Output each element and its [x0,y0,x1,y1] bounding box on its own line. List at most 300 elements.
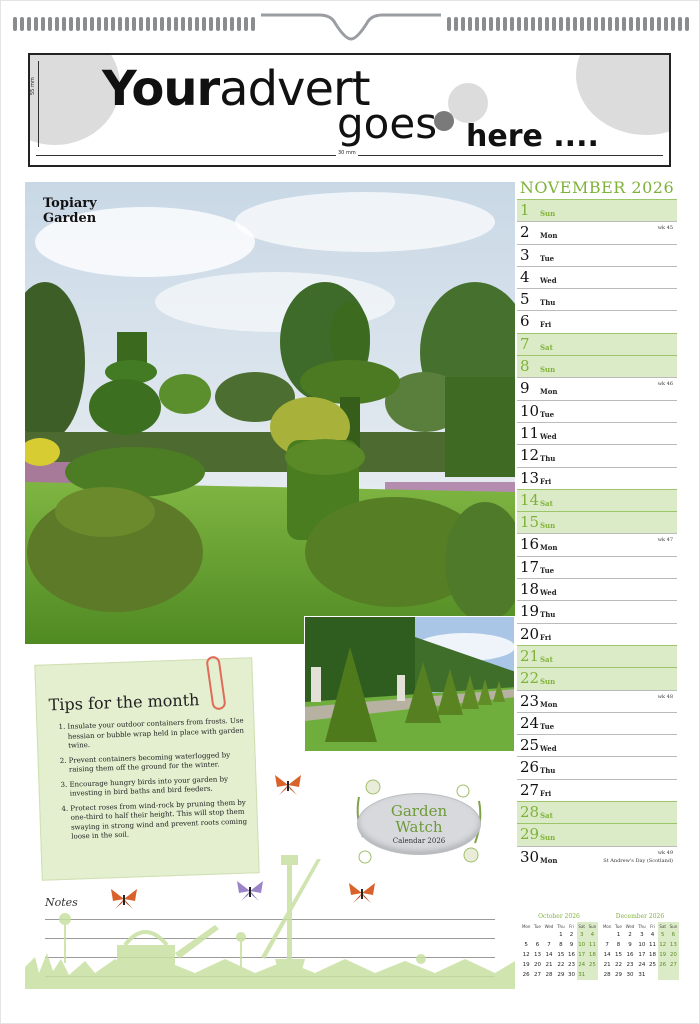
mini-calendar-date: 10 [578,942,586,948]
mini-calendar-date: 20 [533,962,541,968]
calendar-day-row[interactable] [517,556,677,578]
calendar-day-row[interactable] [517,645,677,667]
binding-coil [125,17,129,31]
binding-coil [517,17,521,31]
day-name: Wed [540,431,557,441]
day-name: Fri [540,320,552,330]
calendar-day-row[interactable] [517,734,677,756]
mini-calendar-weekday: Wed [625,923,635,929]
photo-title [43,196,123,226]
advert-headline [102,61,370,117]
calendar-day-row[interactable] [517,801,677,823]
day-number: 5 [520,290,530,309]
week-number: wk 46 [657,381,673,388]
november-calendar [517,177,677,868]
binding-coil [251,17,255,31]
mini-calendar-weekday: Fri [650,923,655,929]
binding-coil [97,17,101,31]
mini-calendar-date: 11 [648,942,656,948]
day-number: 7 [520,334,530,353]
calendar-day-row[interactable] [517,578,677,600]
calendar-day-row[interactable] [517,756,677,778]
calendar-month-title: NOVEMBER 2026 [519,178,675,197]
mini-calendar-weekday: Thu [557,923,565,929]
day-name: Wed [540,588,557,598]
mini-calendar-week [601,940,679,950]
binding-coil [489,17,493,31]
mini-calendar-date: 13 [668,940,679,950]
calendar-day-row[interactable] [517,511,677,533]
calendar-day-row[interactable] [517,355,677,377]
mini-calendar-date: 11 [587,940,598,950]
day-number: 10 [520,401,540,420]
binding-coil [216,17,220,31]
mini-calendar-date: 1 [559,932,563,938]
day-number: 18 [520,580,540,599]
binding-coil [573,17,577,31]
day-number: 3 [520,245,530,264]
calendar-day-row[interactable] [517,199,677,221]
mini-calendar-december [601,913,679,980]
calendar-day-row[interactable] [517,779,677,801]
mini-calendar-week [601,950,679,960]
mini-calendar-date: 3 [640,932,644,938]
calendar-day-row[interactable] [517,690,677,712]
mini-calendar-weekday: Mon [521,923,531,929]
mini-calendar-date [658,970,668,980]
mini-calendar-date: 3 [577,930,587,940]
advert-word-advert: advert [219,61,370,117]
mini-calendar-weekday: Sat [659,923,666,929]
mini-calendar-weekday: Thu [638,923,646,929]
calendar-day-row[interactable] [517,533,677,555]
logo-title-garden: Garden [390,802,448,820]
binding-coil [34,17,38,31]
calendar-day-row[interactable] [517,422,677,444]
binding-coil [69,17,73,31]
day-name: Sat [540,811,553,821]
mini-calendar-date: 31 [638,972,646,978]
day-number: 14 [520,490,540,509]
mini-calendar-weekday: Mon [602,923,612,929]
binding-coil [587,17,591,31]
binding-coil [580,17,584,31]
binding-coil [510,17,514,31]
mini-calendar-date: 18 [587,950,598,960]
mini-calendar-date: 15 [614,952,622,958]
mini-calendar-date: 8 [559,942,563,948]
mini-calendar-date: 7 [547,942,551,948]
mini-calendar-date: 9 [569,942,574,948]
binding-coil [195,17,199,31]
advert-word-your: Your [102,61,220,117]
binding-coil [531,17,535,31]
week-number: wk 49 [657,849,673,856]
binding-coil [153,17,157,31]
calendar-day-row[interactable] [517,623,677,645]
mini-calendar-weekday: Fri [569,923,574,929]
tip-item: 1. Insulate your outdoor containers from frosts. Use hessian or bubble wrap held in place with garden twine. [67,717,246,752]
mini-calendar-date: 25 [648,962,656,968]
calendar-day-row[interactable] [517,444,677,466]
binding-coil [643,17,647,31]
binding-coil [76,17,80,31]
day-name: Mon [540,387,558,397]
advert-dot-large [448,83,488,123]
mini-calendar-october [520,913,598,980]
binding-coil [244,17,248,31]
dimension-width-label: 30 mm [338,150,356,156]
mini-calendar-date [668,970,679,980]
mini-calendar-week [520,950,598,960]
day-name: Tue [540,721,555,731]
mini-calendar-date: 10 [638,942,646,948]
binding-coil [447,17,451,31]
mini-calendar-date: 31 [578,972,586,978]
mini-calendar-date: 27 [668,960,679,970]
mini-calendar-date: 2 [628,932,632,938]
mini-calendar-date: 23 [567,962,575,968]
mini-calendar-date: 12 [659,942,667,948]
calendar-day-list [517,199,677,868]
photo-title-line1: Topiary [43,196,97,211]
week-number: wk 45 [657,225,673,232]
mini-calendar-date: 22 [557,962,565,968]
mini-calendar-date [520,930,532,940]
binding-coil [62,17,66,31]
dimension-line-vertical [38,61,39,147]
day-name: Mon [540,231,558,241]
day-number: 2 [520,223,530,242]
mini-calendar-date: 4 [650,932,655,938]
binding-coil [160,17,164,31]
mini-calendar-date: 5 [524,942,528,948]
mini-calendar-week [601,960,679,970]
mini-calendar-date [647,970,657,980]
day-number: 6 [520,312,530,331]
binding-coil [636,17,640,31]
mini-calendar-date: 2 [569,932,574,938]
topiary-garden-photo [25,182,515,644]
mini-calendar-date: 14 [545,952,553,958]
mini-calendar-date: 19 [522,962,530,968]
day-number: 8 [520,357,530,376]
day-name: Mon [540,543,558,553]
binding-coil [20,17,24,31]
binding-coil [223,17,227,31]
day-number: 16 [520,535,540,554]
advert-word-here: here .... [466,119,599,154]
day-name: Fri [540,476,552,486]
mini-calendar-date: 24 [578,962,586,968]
binding-coil [454,17,458,31]
logo-title-watch: Watch [395,818,443,836]
binding-coil [503,17,507,31]
calendar-day-row[interactable] [517,489,677,511]
hanger-hook-icon [259,9,443,41]
binding-coil [615,17,619,31]
day-name: Tue [540,565,555,575]
mini-calendar-date: 15 [557,952,565,958]
mini-calendar-weekday: Tue [615,923,622,929]
day-number: 29 [520,825,540,844]
mini-calendar-date: 7 [605,942,609,948]
binding-coil [545,17,549,31]
mini-calendar-date: 28 [545,972,553,978]
mini-calendar-date [543,930,556,940]
mini-calendar-grid [601,922,679,980]
mini-calendar-weekday: Wed [544,923,554,929]
day-name: Tue [540,253,555,263]
day-number: 19 [520,602,540,621]
notes-label: Notes [45,896,78,909]
day-name: Sun [540,365,556,375]
butterfly-icon [273,773,303,797]
calendar-day-row[interactable] [517,288,677,310]
mini-calendar-weekday: Sun [669,923,678,929]
calendar-day-row[interactable] [517,846,677,868]
binding-coil [167,17,171,31]
day-name: Sat [540,342,553,352]
week-number: wk 47 [657,537,673,544]
day-number: 12 [520,446,540,465]
mini-calendar-date: 23 [626,962,634,968]
tips-title: Tips for the month [48,690,200,715]
calendar-day-row[interactable] [517,266,677,288]
binding-coil [55,17,59,31]
binding-coil [202,17,206,31]
day-number: 23 [520,691,540,710]
day-name: Sun [540,209,556,218]
binding-coil [118,17,122,31]
calendar-day-row[interactable] [517,310,677,332]
binding-coil [657,17,661,31]
mini-calendar-weekday: Sat [578,923,585,929]
day-number: 17 [520,557,540,576]
inset-photo [304,616,515,752]
day-name: Fri [540,632,552,642]
mini-calendar-date: 13 [533,952,541,958]
mini-calendar-date: 17 [638,952,646,958]
calendar-day-row[interactable] [517,667,677,689]
binding-coil [132,17,136,31]
mini-calendar-date: 8 [616,942,621,948]
mini-calendar-date: 18 [648,952,656,958]
day-number: 1 [520,201,530,219]
logo-subtitle: Calendar 2026 [392,837,446,845]
binding-coil [83,17,87,31]
dimension-height-label: 55 mm [30,77,36,95]
mini-calendar-week [601,930,679,940]
binding-coil [482,17,486,31]
binding-coil [559,17,563,31]
tip-item: 3. Encourage hungry birds into your garden by investing in bird baths and bird feeders. [69,774,248,799]
day-number: 25 [520,736,540,755]
day-number: 9 [520,379,530,398]
day-name: Sun [540,677,556,687]
calendar-day-row[interactable] [517,400,677,422]
calendar-day-row[interactable] [517,221,677,243]
day-name: Wed [540,275,557,285]
mini-calendar-date: 30 [567,972,575,978]
binding-coil [188,17,192,31]
mini-calendar-date: 25 [587,960,598,970]
day-name: Tue [540,409,555,419]
mini-calendar-week [520,960,598,970]
day-number: 15 [520,513,540,532]
mini-calendar-date: 26 [659,962,667,968]
binding-coil [475,17,479,31]
mini-calendar-date [587,970,598,980]
binding-coil [601,17,605,31]
day-name: Mon [540,855,558,865]
binding-coil [139,17,143,31]
binding-coil [629,17,633,31]
mini-calendar-date: 16 [626,952,634,958]
topiary-cones-image [305,617,515,752]
mini-calendar-date: 1 [616,932,621,938]
mini-calendar-grid [520,922,598,980]
day-name: Sun [540,833,556,843]
calendar-day-row[interactable] [517,377,677,399]
mini-calendar-date: 17 [578,952,586,958]
advert-box [28,53,671,167]
mini-calendar-date: 19 [659,952,667,958]
mini-calendar-date: 14 [603,952,611,958]
day-name: Thu [540,610,556,620]
day-number: 11 [520,423,540,442]
tips-card [34,657,259,880]
day-number: 27 [520,780,540,799]
binding-coil [174,17,178,31]
binding-coil [209,17,213,31]
binding-coil [181,17,185,31]
binding-coil [552,17,556,31]
day-name: Sat [540,654,553,664]
day-name: Wed [540,744,557,754]
calendar-day-row[interactable] [517,467,677,489]
calendar-day-row[interactable] [517,333,677,355]
binding-coil [237,17,241,31]
binding-coil [608,17,612,31]
mini-calendar-date: 6 [535,942,540,948]
binding-coil [650,17,654,31]
mini-calendar-date: 5 [658,930,668,940]
binding-coil [111,17,115,31]
binding-coil [48,17,52,31]
mini-calendar-week [520,930,598,940]
tips-list [55,717,249,848]
mini-calendar-date: 29 [557,972,565,978]
binding-coil [538,17,542,31]
day-name: Sun [540,521,556,531]
mini-calendar-date: 30 [626,972,634,978]
topiary-garden-image [25,182,515,644]
binding-coil [13,17,17,31]
mini-calendar-date: 24 [638,962,646,968]
mini-calendar-date: 16 [567,952,575,958]
mini-calendar-date: 4 [587,930,598,940]
binding-coil [622,17,626,31]
day-name: Thu [540,766,556,776]
mini-calendar-date: 21 [545,962,553,968]
day-number: 22 [520,669,540,688]
mini-calendar-header [520,922,598,930]
calendar-day-row[interactable] [517,600,677,622]
photo-title-line2: Garden [43,211,97,226]
binding-coil [664,17,668,31]
day-number: 20 [520,624,540,643]
day-number: 21 [520,646,540,665]
binding-coil [594,17,598,31]
week-number: wk 48 [657,693,673,700]
mini-calendar-date: 29 [614,972,622,978]
mini-calendar-week [601,970,679,980]
mini-calendar-week [520,970,598,980]
binding-coil [678,17,682,31]
mini-calendar-date: 6 [668,930,679,940]
day-number: 24 [520,713,540,732]
day-name: Thu [540,454,556,464]
binding-coil [671,17,675,31]
mini-calendar-weekday: Sun [588,923,597,929]
binding-coil [146,17,150,31]
mini-calendar-header [601,922,679,930]
advert-word-goes: goes [337,99,438,148]
mini-calendar-date: 9 [628,942,632,948]
tip-item: 2. Prevent containers becoming waterlogged by raising them off the ground for the winter. [69,750,248,775]
calendar-day-row[interactable] [517,823,677,845]
day-name: Thu [540,298,556,308]
binding-coil [496,17,500,31]
binding-coil [461,17,465,31]
binding-coil [566,17,570,31]
mini-calendar-date [532,930,542,940]
binding-coil [27,17,31,31]
day-number: 13 [520,468,540,487]
mini-calendar-date: 12 [522,952,530,958]
day-name: Fri [540,788,552,798]
day-number: 4 [520,267,530,286]
day-number: 26 [520,758,540,777]
day-number: 28 [520,803,540,822]
binding-coil [90,17,94,31]
tip-item: 4. Protect roses from wind-rock by pruning them by one-third to half their height. This will stop them swaying in strong wind and prevent roots coming loose in the soil. [70,798,249,842]
mini-calendar-title: October 2026 [538,913,580,920]
mini-calendar-weekday: Tue [534,923,541,929]
mini-calendar-date: 21 [603,962,611,968]
day-note: St Andrew's Day (Scotland) [603,857,673,864]
mini-calendar-title: December 2026 [615,913,665,920]
binding-coil [468,17,472,31]
calendar-day-row[interactable] [517,244,677,266]
mini-calendar-date: 26 [522,972,530,978]
mini-calendar-date: 20 [668,950,679,960]
binding-coil [41,17,45,31]
binding-coil [524,17,528,31]
mini-calendar-date [601,930,613,940]
mini-calendar-date: 28 [603,972,611,978]
garden-silhouette-icon [25,849,515,989]
binding-coil [104,17,108,31]
day-name: Sat [540,498,553,508]
mini-calendar-date: 27 [533,972,541,978]
calendar-day-row[interactable] [517,712,677,734]
mini-calendar-date: 22 [614,962,622,968]
binding-coil [230,17,234,31]
binding-coil [685,17,689,31]
day-name: Mon [540,699,558,709]
